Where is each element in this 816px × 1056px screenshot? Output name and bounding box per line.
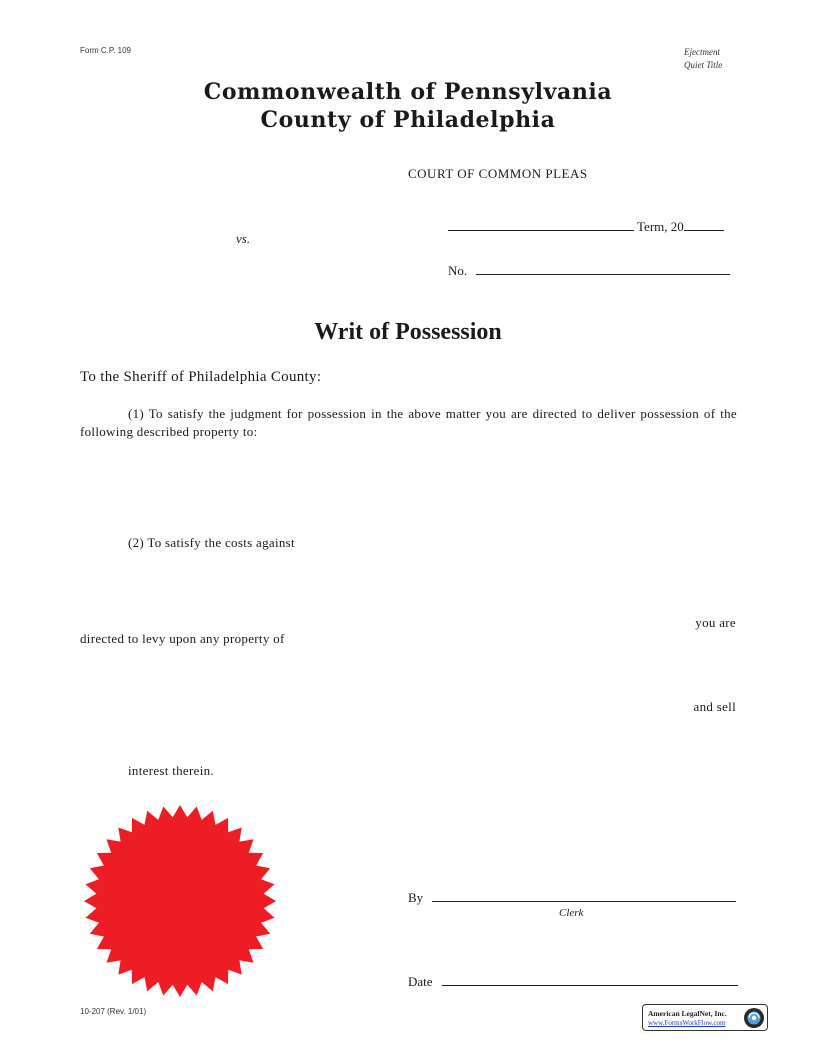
you-are-text: you are bbox=[695, 615, 736, 630]
term-row bbox=[448, 219, 724, 235]
globe-logo-icon bbox=[743, 1007, 765, 1029]
clerk-signature-field[interactable] bbox=[432, 901, 736, 902]
form-number: 10-207 (Rev. 1/01) bbox=[80, 1007, 147, 1016]
clerk-label: Clerk bbox=[559, 907, 584, 919]
date-label: Date bbox=[408, 974, 433, 989]
by-label: By bbox=[408, 890, 424, 905]
paragraph-2: (2) To satisfy the costs against bbox=[128, 535, 295, 550]
date-row bbox=[408, 974, 738, 990]
category-ejectment: Ejectment bbox=[684, 47, 720, 57]
and-sell-text: and sell bbox=[693, 699, 736, 714]
date-field[interactable] bbox=[442, 985, 738, 986]
commonwealth-title: Commonwealth of Pennsylvania bbox=[203, 79, 613, 105]
directed-to-levy-text: directed to levy upon any property of bbox=[80, 631, 285, 646]
term-label: Term, 20 bbox=[637, 219, 684, 234]
publisher-url[interactable]: www.FormsWorkFlow.com bbox=[648, 1019, 726, 1027]
form-id: Form C.P. 109 bbox=[80, 46, 131, 55]
term-field[interactable] bbox=[448, 230, 634, 231]
document-title: Writ of Possession bbox=[314, 319, 502, 345]
publisher-badge[interactable] bbox=[642, 1004, 768, 1031]
county-title: County of Philadelphia bbox=[260, 107, 556, 133]
paragraph-1: (1) To satisfy the judgment for possession in the above matter you are directed to deliver possession of the following described property to: bbox=[80, 406, 737, 439]
interest-therein-text: interest therein. bbox=[128, 763, 214, 778]
court-seal-icon bbox=[80, 804, 280, 998]
number-field[interactable] bbox=[476, 274, 730, 275]
term-year-field[interactable] bbox=[684, 230, 724, 231]
court-name: COURT OF COMMON PLEAS bbox=[408, 166, 588, 181]
salutation: To the Sheriff of Philadelphia County: bbox=[80, 369, 322, 385]
versus-label: vs. bbox=[236, 231, 251, 246]
number-label: No. bbox=[448, 263, 468, 278]
publisher-name: American LegalNet, Inc. bbox=[648, 1009, 727, 1018]
by-row bbox=[408, 890, 736, 906]
category-quiet-title: Quiet Title bbox=[684, 60, 723, 70]
number-row bbox=[448, 263, 730, 279]
